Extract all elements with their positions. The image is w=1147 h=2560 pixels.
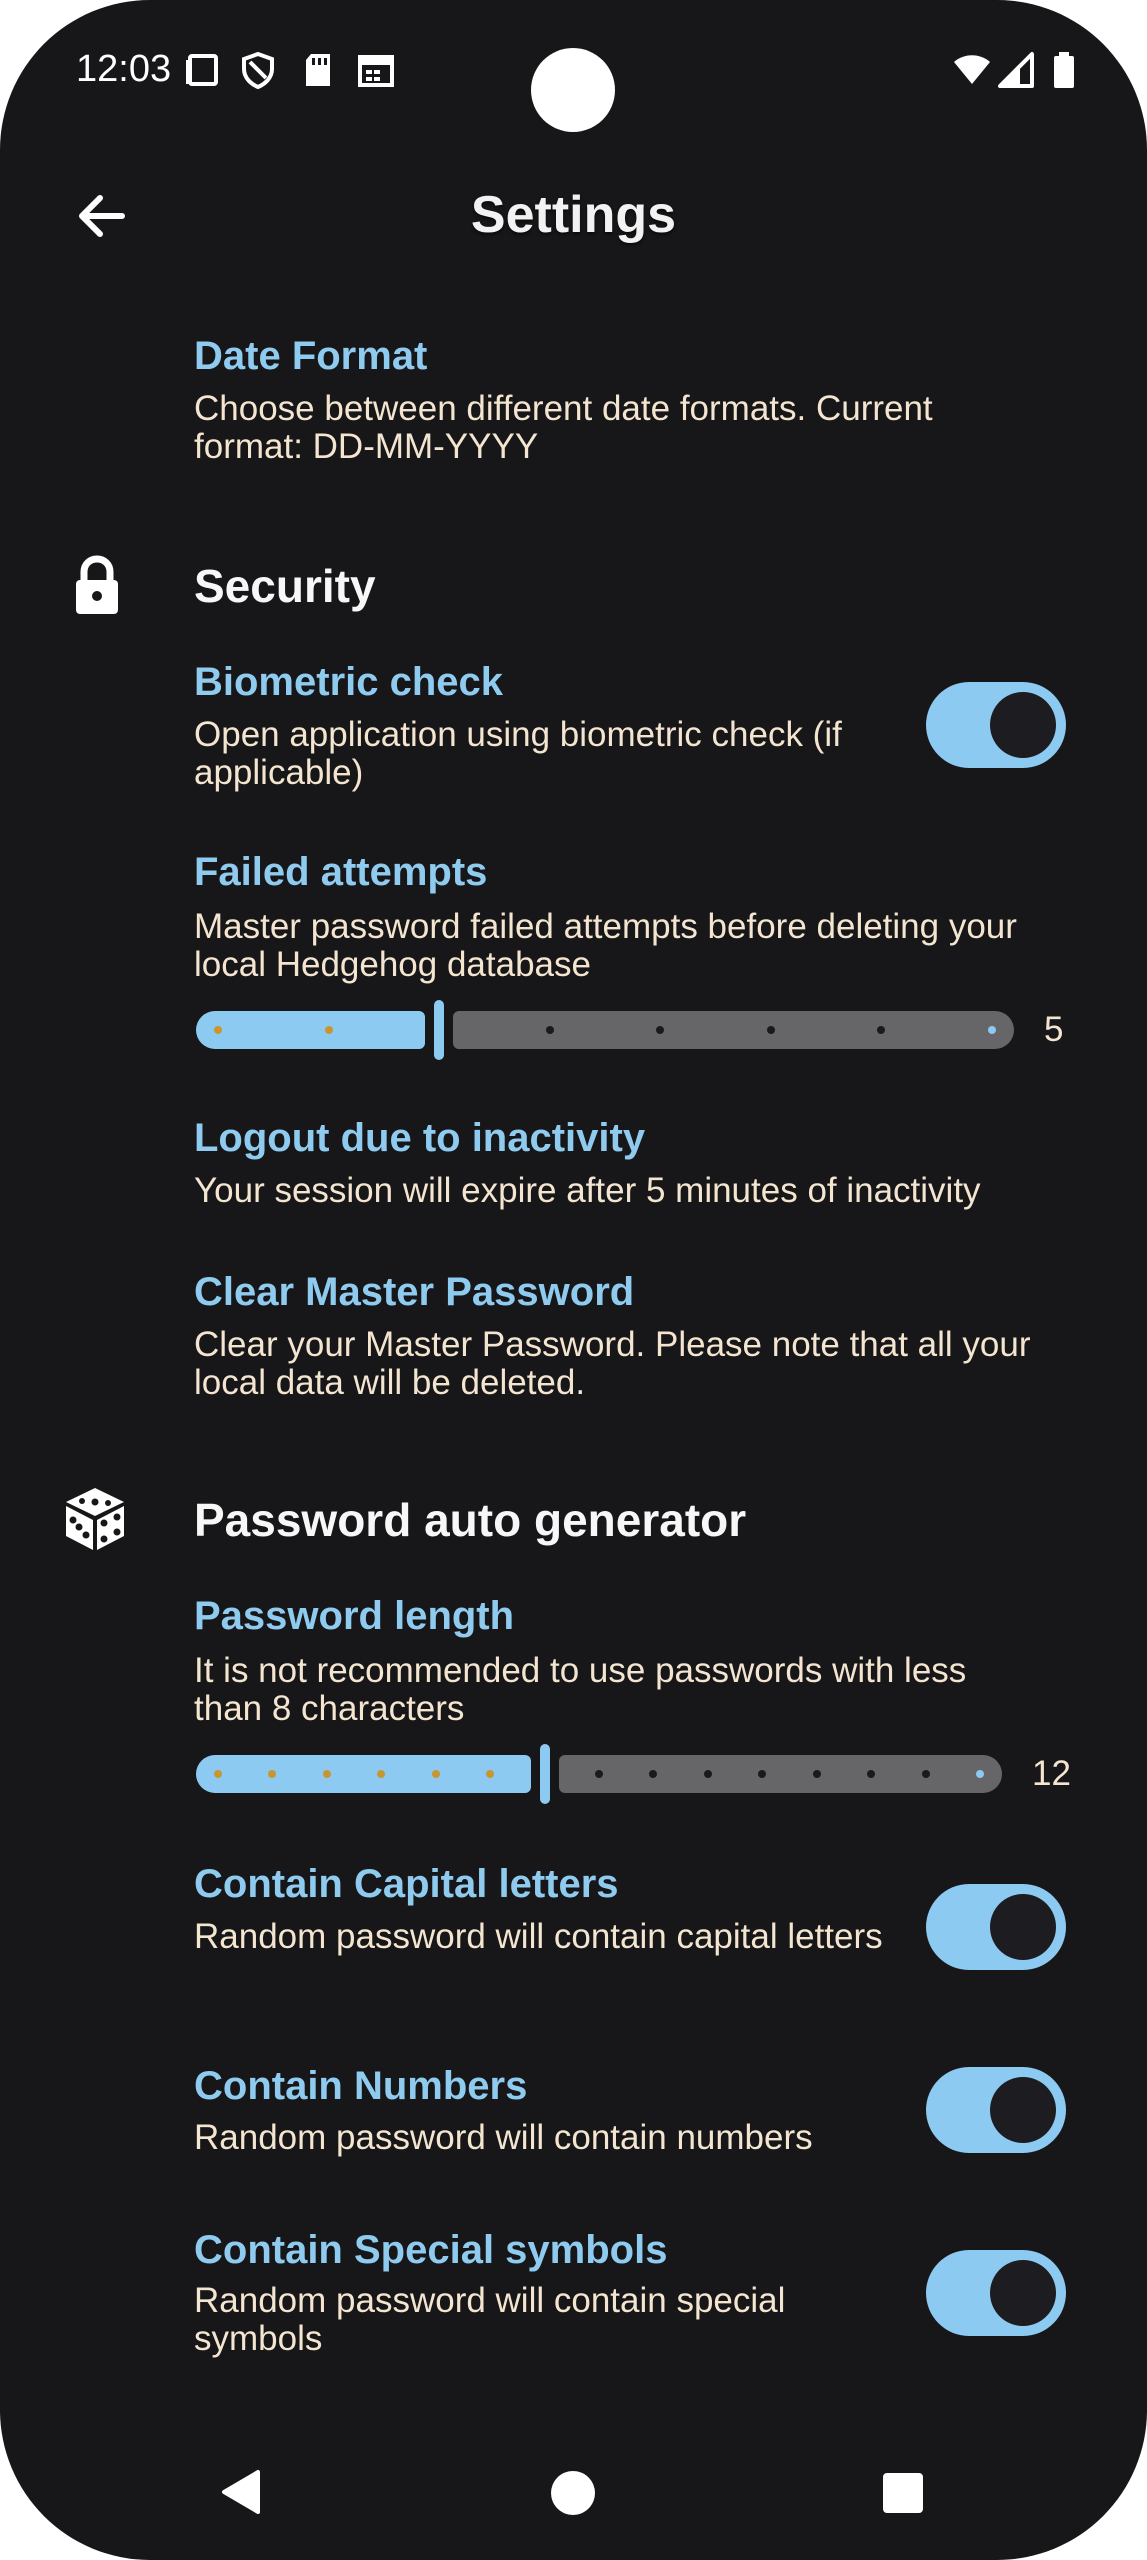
nav-recents-icon[interactable] bbox=[882, 2472, 924, 2514]
slider-tick bbox=[704, 1770, 712, 1778]
numbers-toggle[interactable] bbox=[926, 2067, 1066, 2153]
special-symbols-description: Random password will contain special symbols bbox=[194, 2281, 786, 2358]
slider-tick bbox=[813, 1770, 821, 1778]
slider-active-track bbox=[196, 1755, 531, 1793]
capital-letters-description: Random password will contain capital letters bbox=[194, 1917, 883, 1956]
biometric-toggle[interactable] bbox=[926, 682, 1066, 768]
section-header-password-generator: Password auto generator bbox=[194, 1494, 747, 1546]
numbers-description: Random password will contain numbers bbox=[194, 2118, 813, 2157]
slider-tick bbox=[214, 1770, 222, 1778]
toggle-knob bbox=[990, 692, 1056, 758]
slider-tick bbox=[922, 1770, 930, 1778]
password-length-title: Password length bbox=[194, 1594, 515, 1638]
failed-attempts-value: 5 bbox=[1044, 1010, 1064, 1049]
slider-tick bbox=[214, 1026, 222, 1034]
nav-back-icon[interactable] bbox=[218, 2468, 266, 2516]
slider-inactive-track bbox=[453, 1011, 1014, 1049]
failed-attempts-description: Master password failed attempts before deleting your local Hedgehog database bbox=[194, 907, 1017, 984]
dice-icon bbox=[60, 1484, 130, 1554]
slider-tick bbox=[432, 1770, 440, 1778]
logout-title: Logout due to inactivity bbox=[194, 1116, 646, 1160]
failed-attempts-title: Failed attempts bbox=[194, 850, 488, 894]
battery-icon bbox=[1044, 50, 1084, 90]
clear-master-title: Clear Master Password bbox=[194, 1270, 635, 1314]
slider-tick bbox=[546, 1026, 554, 1034]
page-title: Settings bbox=[470, 186, 677, 244]
biometric-description: Open application using biometric check (if applicable) bbox=[194, 715, 842, 792]
logout-description: Your session will expire after 5 minutes of inactivity bbox=[194, 1171, 981, 1210]
toggle-knob bbox=[990, 2260, 1056, 2326]
special-symbols-title: Contain Special symbols bbox=[194, 2228, 668, 2272]
slider-thumb[interactable] bbox=[434, 1000, 444, 1060]
slider-inactive-track bbox=[559, 1755, 1002, 1793]
password-length-value: 12 bbox=[1032, 1754, 1071, 1793]
biometric-title: Biometric check bbox=[194, 660, 504, 704]
slider-tick bbox=[988, 1026, 996, 1034]
special-symbols-toggle[interactable] bbox=[926, 2250, 1066, 2336]
notification-square-icon bbox=[182, 50, 222, 90]
slider-tick bbox=[325, 1026, 333, 1034]
capital-letters-title: Contain Capital letters bbox=[194, 1862, 619, 1906]
status-time: 12:03 bbox=[76, 48, 172, 90]
slider-tick bbox=[323, 1770, 331, 1778]
password-length-slider[interactable] bbox=[196, 1744, 1002, 1804]
nav-home-icon[interactable] bbox=[550, 2470, 596, 2516]
toggle-knob bbox=[990, 1894, 1056, 1960]
calendar-icon bbox=[356, 50, 396, 90]
password-length-description: It is not recommended to use passwords with less than 8 characters bbox=[194, 1651, 967, 1728]
slider-thumb[interactable] bbox=[540, 1744, 550, 1804]
date-format-title: Date Format bbox=[194, 334, 428, 378]
lock-icon bbox=[62, 550, 132, 620]
slider-tick bbox=[595, 1770, 603, 1778]
numbers-title: Contain Numbers bbox=[194, 2064, 528, 2108]
capital-letters-toggle[interactable] bbox=[926, 1884, 1066, 1970]
wifi-icon bbox=[952, 50, 992, 90]
toggle-knob bbox=[990, 2077, 1056, 2143]
slider-tick bbox=[976, 1770, 984, 1778]
failed-attempts-slider[interactable] bbox=[196, 1000, 1014, 1060]
date-format-description: Choose between different date formats. Current format: DD-MM-YYYY bbox=[194, 389, 933, 466]
signal-icon bbox=[996, 50, 1036, 90]
slider-tick bbox=[767, 1026, 775, 1034]
shield-icon bbox=[238, 50, 278, 90]
camera-cutout bbox=[531, 48, 615, 132]
section-header-security: Security bbox=[194, 560, 376, 612]
clear-master-description: Clear your Master Password. Please note that all your local data will be deleted. bbox=[194, 1325, 1031, 1402]
sd-card-icon bbox=[298, 50, 338, 90]
slider-active-track bbox=[196, 1011, 425, 1049]
